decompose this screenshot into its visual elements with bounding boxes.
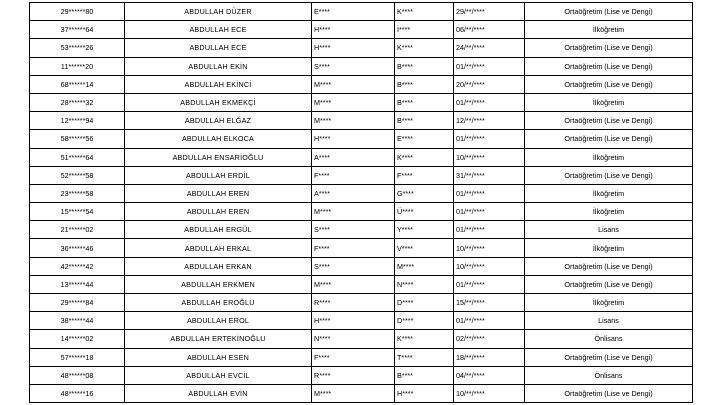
masked-date-cell: 31/**/**** [454, 166, 525, 184]
table-row [30, 348, 693, 366]
education-level-cell: İlköğretim [525, 21, 693, 39]
education-level-cell: İlköğretim [525, 294, 693, 312]
education-level-cell: İlköğretim [525, 148, 693, 166]
masked-date-cell: 10/**/**** [454, 257, 525, 275]
initial-cell: H**** [395, 384, 454, 402]
masked-id-cell: 12******94 [30, 112, 125, 130]
initial-cell: F**** [312, 166, 395, 184]
masked-date-cell: 12/**/**** [454, 112, 525, 130]
masked-id-cell: 57******18 [30, 348, 125, 366]
table-row [30, 148, 693, 166]
education-level-cell: Ortaöğretim (Lise ve Dengi) [525, 257, 693, 275]
masked-id-cell: 28******32 [30, 93, 125, 111]
full-name-cell: ABDULLAH ENSARİOĞLU [125, 148, 312, 166]
full-name-cell: ABDULLAH ERGÜL [125, 221, 312, 239]
initial-cell: K**** [395, 330, 454, 348]
masked-id-cell: 23******58 [30, 184, 125, 202]
initial-cell: S**** [312, 257, 395, 275]
education-level-cell: İlköğretim [525, 184, 693, 202]
masked-id-cell: 29******84 [30, 294, 125, 312]
masked-id-cell: 29******80 [30, 3, 125, 21]
education-level-cell: Lisans [525, 221, 693, 239]
table-row [30, 112, 693, 130]
education-level-cell: Ortaöğretim (Lise ve Dengi) [525, 112, 693, 130]
masked-id-cell: 36******46 [30, 239, 125, 257]
initial-cell: N**** [312, 330, 395, 348]
full-name-cell: ABDULLAH ERKMEN [125, 275, 312, 293]
full-name-cell: ABDULLAH EREN [125, 184, 312, 202]
initial-cell: Y**** [395, 221, 454, 239]
masked-date-cell: 01/**/**** [454, 57, 525, 75]
masked-id-cell: 37******64 [30, 21, 125, 39]
initial-cell: A**** [312, 184, 395, 202]
masked-date-cell: 10/**/**** [454, 148, 525, 166]
full-name-cell: ABDULLAH ESEN [125, 348, 312, 366]
masked-date-cell: 24/**/**** [454, 39, 525, 57]
initial-cell: M**** [312, 275, 395, 293]
table-row [30, 57, 693, 75]
table-row [30, 239, 693, 257]
masked-date-cell: 01/**/**** [454, 203, 525, 221]
initial-cell: D**** [395, 294, 454, 312]
initial-cell: K**** [395, 3, 454, 21]
initial-cell: B**** [395, 57, 454, 75]
initial-cell: B**** [395, 366, 454, 384]
full-name-cell: ABDULLAH EREN [125, 203, 312, 221]
table-row [30, 39, 693, 57]
records-table [29, 2, 693, 403]
table-row [30, 166, 693, 184]
masked-date-cell: 01/**/**** [454, 184, 525, 202]
full-name-cell: ABDULLAH ELĞAZ [125, 112, 312, 130]
initial-cell: H**** [312, 39, 395, 57]
table-row [30, 384, 693, 402]
table-row [30, 75, 693, 93]
table-row [30, 294, 693, 312]
education-level-cell: Ortaöğretim (Lise ve Dengi) [525, 75, 693, 93]
initial-cell: B**** [395, 93, 454, 111]
masked-date-cell: 01/**/**** [454, 221, 525, 239]
full-name-cell: ABDULLAH EKİNCİ [125, 75, 312, 93]
masked-id-cell: 58******56 [30, 130, 125, 148]
masked-date-cell: 06/**/**** [454, 21, 525, 39]
initial-cell: M**** [312, 112, 395, 130]
full-name-cell: ABDULLAH EKİN [125, 57, 312, 75]
initial-cell: F**** [395, 166, 454, 184]
education-level-cell: İlköğretim [525, 239, 693, 257]
full-name-cell: ABDULLAH ECE [125, 21, 312, 39]
masked-date-cell: 01/**/**** [454, 93, 525, 111]
education-level-cell: Ortaöğretim (Lise ve Dengi) [525, 57, 693, 75]
masked-date-cell: 20/**/**** [454, 75, 525, 93]
masked-id-cell: 13******44 [30, 275, 125, 293]
initial-cell: E**** [395, 130, 454, 148]
masked-date-cell: 04/**/**** [454, 366, 525, 384]
table-row [30, 21, 693, 39]
table-row [30, 221, 693, 239]
initial-cell: H**** [312, 21, 395, 39]
initial-cell: E**** [312, 3, 395, 21]
initial-cell: M**** [312, 75, 395, 93]
initial-cell: R**** [312, 366, 395, 384]
masked-id-cell: 38******44 [30, 312, 125, 330]
masked-date-cell: 10/**/**** [454, 239, 525, 257]
table-row [30, 130, 693, 148]
masked-date-cell: 01/**/**** [454, 130, 525, 148]
education-level-cell: Ortaöğretim (Lise ve Dengi) [525, 3, 693, 21]
initial-cell: M**** [312, 203, 395, 221]
education-level-cell: Ortaöğretim (Lise ve Dengi) [525, 130, 693, 148]
initial-cell: M**** [312, 93, 395, 111]
table-row [30, 257, 693, 275]
full-name-cell: ABDULLAH ERTEKİNOĞLU [125, 330, 312, 348]
full-name-cell: ABDULLAH EVCİL [125, 366, 312, 384]
full-name-cell: ABDULLAH ERKAL [125, 239, 312, 257]
masked-id-cell: 15******54 [30, 203, 125, 221]
education-level-cell: Önlisans [525, 330, 693, 348]
full-name-cell: ABDULLAH ERKAN [125, 257, 312, 275]
masked-date-cell: 10/**/**** [454, 384, 525, 402]
education-level-cell: Ortaöğretim (Lise ve Dengi) [525, 348, 693, 366]
initial-cell: V**** [395, 239, 454, 257]
table-row [30, 330, 693, 348]
initial-cell: N**** [395, 275, 454, 293]
initial-cell: F**** [312, 348, 395, 366]
full-name-cell: ABDULLAH EROL [125, 312, 312, 330]
initial-cell: S**** [312, 57, 395, 75]
masked-date-cell: 01/**/**** [454, 312, 525, 330]
initial-cell: İ**** [395, 21, 454, 39]
initial-cell: S**** [312, 221, 395, 239]
initial-cell: T**** [395, 348, 454, 366]
initial-cell: D**** [395, 312, 454, 330]
initial-cell: M**** [395, 257, 454, 275]
table-row [30, 366, 693, 384]
initial-cell: G**** [395, 184, 454, 202]
masked-id-cell: 14******02 [30, 330, 125, 348]
initial-cell: F**** [312, 239, 395, 257]
initial-cell: B**** [395, 112, 454, 130]
education-level-cell: Önlisans [525, 366, 693, 384]
masked-date-cell: 01/**/**** [454, 275, 525, 293]
education-level-cell: Lisans [525, 312, 693, 330]
table-row [30, 3, 693, 21]
education-level-cell: Ortaöğretim (Lise ve Dengi) [525, 275, 693, 293]
education-level-cell: Ortaöğretim (Lise ve Dengi) [525, 166, 693, 184]
initial-cell: A**** [312, 148, 395, 166]
initial-cell: Ü**** [395, 203, 454, 221]
full-name-cell: ABDULLAH EVİN [125, 384, 312, 402]
table-row [30, 184, 693, 202]
masked-id-cell: 48******08 [30, 366, 125, 384]
masked-id-cell: 42******42 [30, 257, 125, 275]
table-row [30, 93, 693, 111]
full-name-cell: ABDULLAH EROĞLU [125, 294, 312, 312]
masked-id-cell: 52******58 [30, 166, 125, 184]
full-name-cell: ABDULLAH ELKOCA [125, 130, 312, 148]
masked-date-cell: 02/**/**** [454, 330, 525, 348]
full-name-cell: ABDULLAH ERDİL [125, 166, 312, 184]
education-level-cell: İlköğretim [525, 203, 693, 221]
table-row [30, 275, 693, 293]
masked-date-cell: 29/**/**** [454, 3, 525, 21]
masked-date-cell: 15/**/**** [454, 294, 525, 312]
table-row [30, 312, 693, 330]
education-level-cell: Ortaöğretim (Lise ve Dengi) [525, 384, 693, 402]
masked-id-cell: 11******20 [30, 57, 125, 75]
masked-id-cell: 48******16 [30, 384, 125, 402]
masked-id-cell: 53******26 [30, 39, 125, 57]
education-level-cell: İlköğretim [525, 93, 693, 111]
masked-id-cell: 68******14 [30, 75, 125, 93]
masked-id-cell: 21******02 [30, 221, 125, 239]
initial-cell: M**** [312, 384, 395, 402]
full-name-cell: ABDULLAH ECE [125, 39, 312, 57]
initial-cell: B**** [395, 75, 454, 93]
initial-cell: H**** [312, 312, 395, 330]
masked-date-cell: 18/**/**** [454, 348, 525, 366]
initial-cell: H**** [312, 130, 395, 148]
masked-id-cell: 51******64 [30, 148, 125, 166]
initial-cell: K**** [395, 39, 454, 57]
initial-cell: K**** [395, 148, 454, 166]
records-table-body [30, 3, 693, 403]
initial-cell: R**** [312, 294, 395, 312]
full-name-cell: ABDULLAH EKMEKÇİ [125, 93, 312, 111]
table-row [30, 203, 693, 221]
education-level-cell: Ortaöğretim (Lise ve Dengi) [525, 39, 693, 57]
full-name-cell: ABDULLAH DÜZER [125, 3, 312, 21]
